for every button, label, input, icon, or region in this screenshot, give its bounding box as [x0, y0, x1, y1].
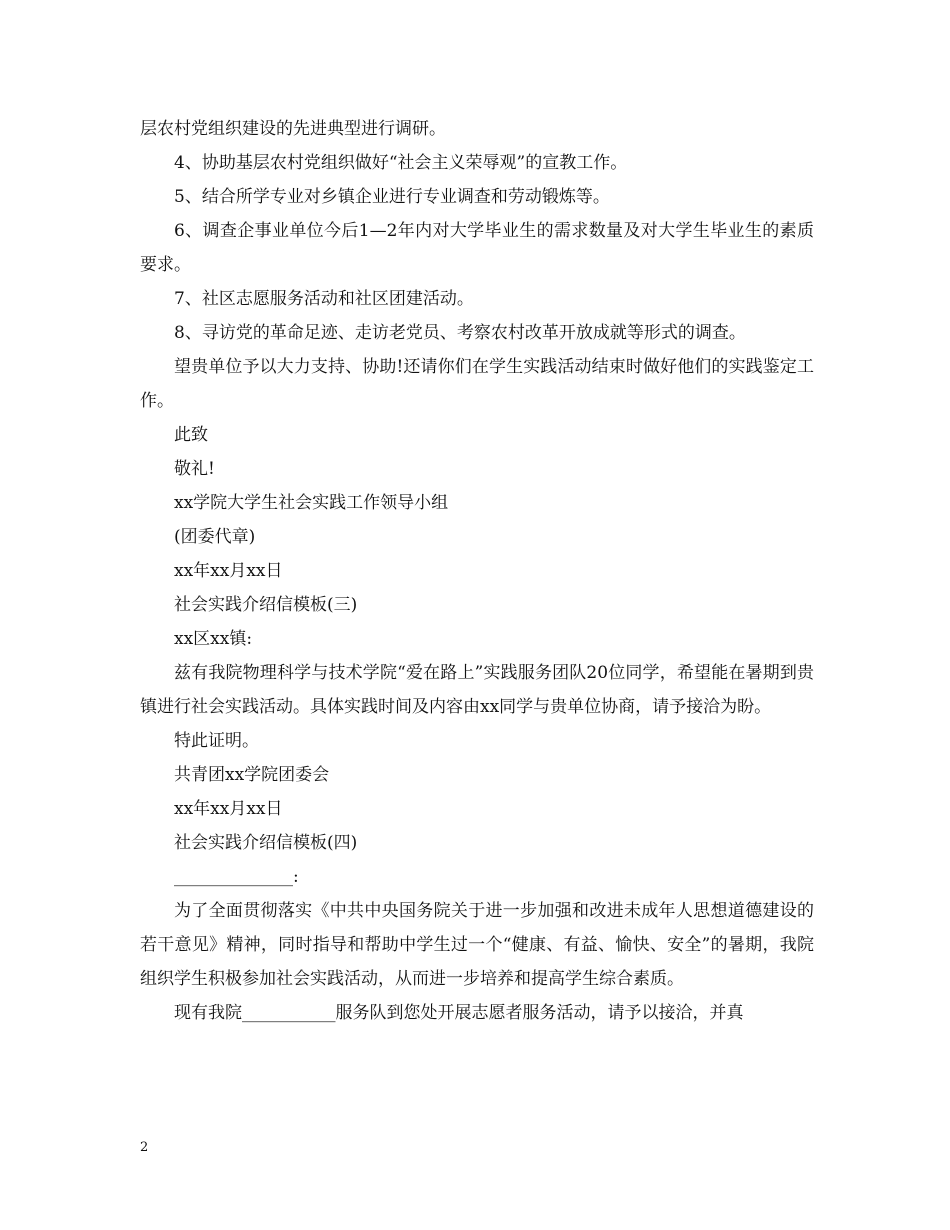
- paragraph: 特此证明。: [174, 731, 259, 751]
- closing-salutation: 此致: [174, 425, 208, 445]
- paragraph: 6、调查企事业单位今后1—2年内对大学毕业生的需求数量及对大学生毕业生的素质要求。: [140, 221, 814, 275]
- closing-salutation: 敬礼!: [174, 459, 215, 479]
- date-line: xx年xx月xx日: [174, 561, 283, 581]
- section-heading: 社会实践介绍信模板(四): [174, 833, 358, 853]
- document-body: [140, 112, 814, 1030]
- paragraph: 现有我院___________服务队到您处开展志愿者服务活动，请予以接洽，并真: [174, 1003, 744, 1023]
- paragraph: 8、寻访党的革命足迹、走访老党员、考察农村改革开放成就等形式的调查。: [174, 323, 746, 343]
- recipient-blank-line: ______________:: [174, 867, 299, 887]
- paragraph: 兹有我院物理科学与技术学院“爱在路上”实践服务团队20位同学，希望能在暑期到贵镇进行社会实践活动。具体实践时间及内容由xx同学与贵单位协商，请予接洽为盼。: [140, 663, 814, 717]
- signature-organization: xx学院大学生社会实践工作领导小组: [174, 493, 449, 513]
- paragraph: 望贵单位予以大力支持、协助!还请你们在学生实践活动结束时做好他们的实践鉴定工作。: [140, 357, 814, 411]
- page-number: 2: [140, 1140, 149, 1155]
- paragraph: 为了全面贯彻落实《中共中央国务院关于进一步加强和改进未成年人思想道德建设的若干意见》精神，同时指导和帮助中学生过一个“健康、有益、愉快、安全”的暑期，我院组织学生积极参加社会实践活动，从而进一步培养和提高学生综合素质。: [140, 901, 814, 989]
- recipient-line: xx区xx镇:: [174, 629, 253, 649]
- date-line: xx年xx月xx日: [174, 799, 283, 819]
- signature-organization: 共青团xx学院团委会: [174, 765, 330, 785]
- paragraph: 7、社区志愿服务活动和社区团建活动。: [174, 289, 474, 309]
- section-heading: 社会实践介绍信模板(三): [174, 595, 358, 615]
- stamp-note: (团委代章): [174, 527, 256, 547]
- paragraph: 层农村党组织建设的先进典型进行调研。: [140, 119, 446, 139]
- paragraph: 4、协助基层农村党组织做好“社会主义荣辱观”的宣教工作。: [174, 153, 628, 173]
- paragraph: 5、结合所学专业对乡镇企业进行专业调查和劳动锻炼等。: [174, 187, 610, 207]
